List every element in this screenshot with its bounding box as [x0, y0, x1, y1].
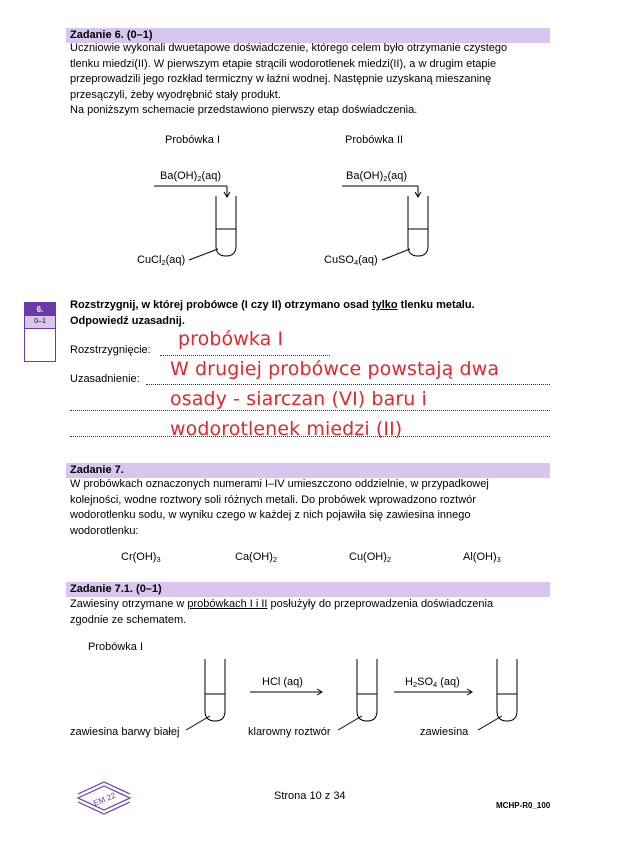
task6-intro-line: przeprowadzili jego rozkład termiczny w łaźni wodnej. Następnie uzyskaną mieszaninę — [70, 73, 492, 85]
task6-intro-line: tlenku miedzi(II). W pierwszym etapie strącili wodorotlenek miedzi(II), a w drugim etapie — [70, 57, 497, 70]
emphasis-probowki: probówkach I i II — [187, 598, 268, 610]
task7-intro-line: wodorotlenku sodu, w wyniku czego w każdej z nich pojawiła się zawiesina innego — [70, 509, 471, 521]
task7-intro-line: W probówkach oznaczonych numerami I–IV umieszczono oddzielnie, w przypadkowej — [70, 478, 489, 490]
handwritten-justification-line: W drugiej probówce powstają dwa — [170, 358, 500, 380]
hydroxide-item: $Cu(OH)_2$ — [349, 551, 392, 564]
task71-state2: klarowny roztwór — [248, 726, 331, 738]
page-number: Strona 10 z 34 — [274, 790, 346, 802]
task6-header: Zadanie 6. (0–1) — [70, 29, 153, 41]
hydroxide-item: $Cr(OH)_3$ — [121, 551, 161, 564]
score-box-number: 6. — [25, 303, 55, 316]
tube1-label: Probówka I — [165, 134, 221, 146]
task6-intro-line: przesączyli, żeby wyodrębnić stały produkt. — [70, 88, 281, 101]
task6-intro-line: Na poniższym schemacie przedstawiono pierwszy etap doświadczenia. — [70, 104, 418, 116]
task6-question-line2: Odpowiedź uzasadnij. — [70, 314, 185, 327]
task71-state3: zawiesina — [420, 726, 469, 738]
hydroxide-item: $Ca(OH)_2$ — [235, 551, 278, 564]
task71-tube1 — [186, 659, 225, 730]
tube2-label: Probówka II — [345, 134, 404, 146]
handwritten-decision: probówka I — [178, 328, 284, 350]
task7-intro-line: wodorotlenku: — [70, 524, 139, 537]
task71-reagent2: $H_2SO_4$ (aq) — [405, 676, 460, 689]
handwritten-justification-line: wodorotlenek miedzi (II) — [170, 418, 403, 440]
task71-header: Zadanie 7.1. (0–1) — [70, 583, 162, 595]
justification-label: Uzasadnienie: — [70, 373, 140, 385]
task71-tube-label: Probówka I — [88, 641, 144, 653]
decision-label: Rozstrzygnięcie: — [70, 344, 151, 356]
hydroxide-item: $Al(OH)_3$ — [463, 551, 501, 564]
task71-tube2 — [338, 659, 377, 730]
document-code: MCHP-R0_100 — [496, 801, 551, 810]
task71-intro-line1: Zawiesiny otrzymane w probówkach I i II posłużyły do przeprowadzenia doświadczenia — [70, 598, 494, 610]
solution2-label: CuSO$_4$(aq) — [324, 254, 378, 267]
task6-intro-line: Uczniowie wykonali dwuetapowe doświadczenie, którego celem było otrzymanie czystego — [70, 42, 508, 54]
solution1-label: CuCl$_2$(aq) — [137, 254, 186, 267]
task6-question-line1: Rozstrzygnij, w której probówce (I czy II) otrzymano osad tylko tlenku metalu. — [70, 299, 475, 311]
task7-header: Zadanie 7. — [70, 464, 124, 476]
reagent1-label: $Ba(OH)_2(aq)$ — [160, 170, 222, 183]
cke-logo-icon — [74, 776, 134, 816]
emphasis-tylko: tylko — [371, 299, 398, 311]
task71-reagent1: HCl (aq) — [262, 676, 303, 688]
task71-intro-line2: zgodnie ze schematem. — [70, 613, 187, 626]
logo-text: EM 22 — [92, 790, 117, 808]
task7-intro-line: kolejności, wodne roztwory soli różnych metali. Do probówek wprowadzono roztwór — [70, 493, 476, 506]
handwritten-justification-line: osady - siarczan (VI) baru i — [170, 388, 427, 410]
task71-tube3 — [478, 659, 517, 730]
task71-state1: zawiesina barwy białej — [70, 726, 180, 738]
score-box-points: 0–1 — [25, 316, 55, 328]
reagent2-label: $Ba(OH)_2(aq)$ — [346, 170, 408, 183]
